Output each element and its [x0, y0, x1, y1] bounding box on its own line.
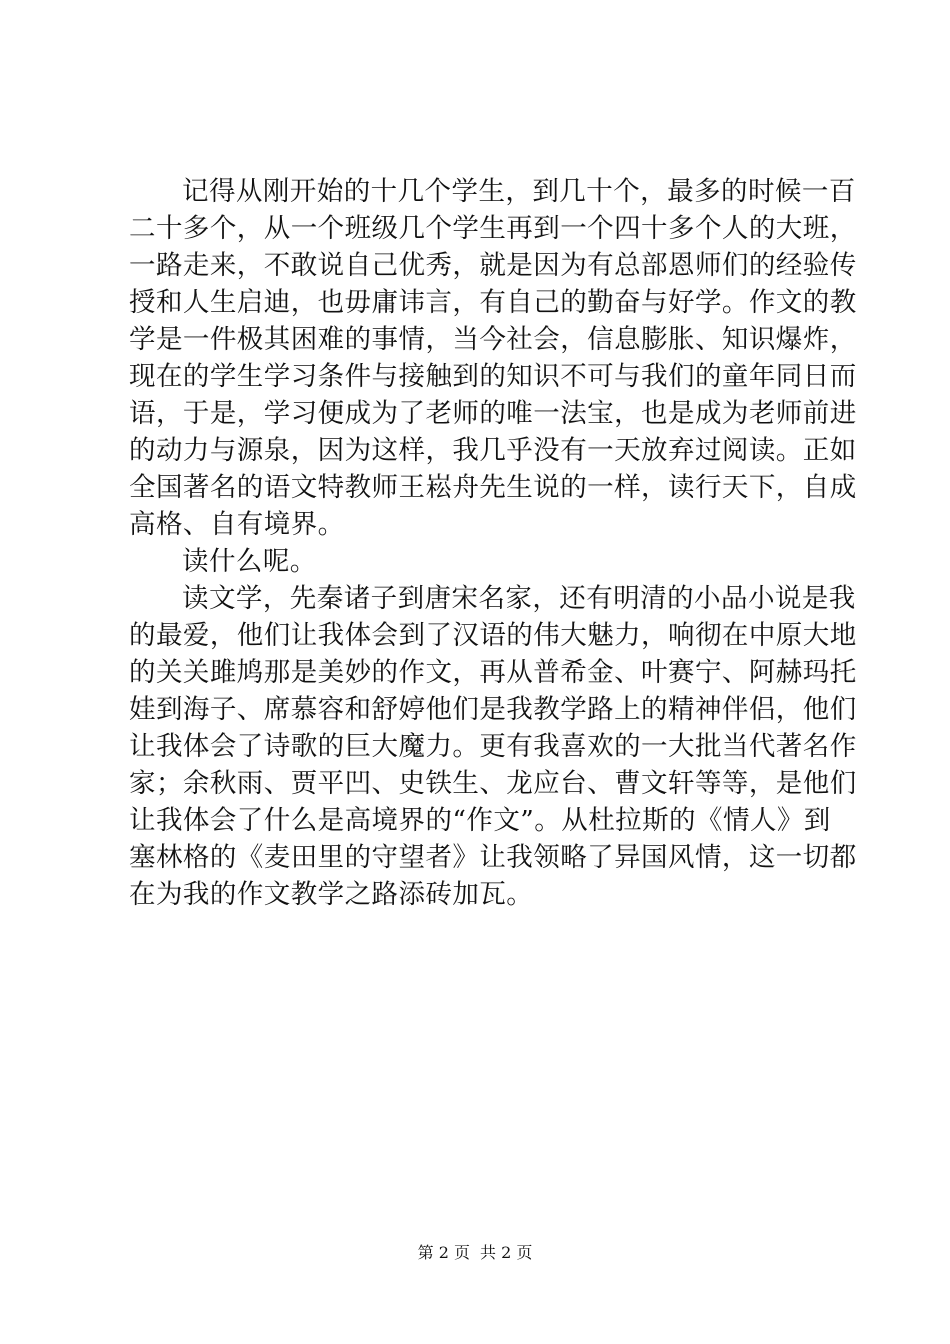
paragraph-2-line-1: 读什么呢。 [182, 546, 317, 577]
paragraph-1-line-7: 语，于是，学习便成为了老师的唯一法宝，也是成为老师前进 [129, 398, 857, 429]
paragraph-3-line-3: 的关关雎鸠那是美妙的作文，再从普希金、叶赛宁、阿赫玛托 [129, 657, 857, 688]
page-total: 共 2 页 [480, 1243, 533, 1262]
paragraph-3-line-1: 读文学，先秦诸子到唐宋名家，还有明清的小品小说是我 [182, 583, 856, 614]
paragraph-3-line-8: 塞林格的《麦田里的守望者》让我领略了异国风情，这一切都 [129, 842, 857, 873]
paragraph-1-line-5: 学是一件极其困难的事情，当今社会，信息膨胀、知识爆炸， [129, 324, 857, 355]
paragraph-3-line-9: 在为我的作文教学之路添砖加瓦。 [129, 879, 534, 910]
page-number: 第 2 页 [417, 1243, 470, 1262]
paragraph-1-line-9: 全国著名的语文特教师王崧舟先生说的一样，读行天下，自成 [129, 472, 857, 503]
paragraph-3-line-6: 家；余秋雨、贾平凹、史铁生、龙应台、曹文轩等等，是他们 [129, 768, 857, 799]
paragraph-3-line-4: 娃到海子、席慕容和舒婷他们是我教学路上的精神伴侣，他们 [129, 694, 857, 725]
paragraph-1-line-1: 记得从刚开始的十几个学生，到几十个，最多的时候一百 [182, 176, 856, 207]
paragraph-3-line-2: 的最爱，他们让我体会到了汉语的伟大魅力，响彻在中原大地 [129, 620, 857, 651]
paragraph-1-line-8: 的动力与源泉，因为这样，我几乎没有一天放弃过阅读。正如 [129, 435, 857, 466]
paragraph-1-line-4: 授和人生启迪，也毋庸讳言，有自己的勤奋与好学。作文的教 [129, 287, 857, 318]
paragraph-3-line-5: 让我体会了诗歌的巨大魔力。更有我喜欢的一大批当代著名作 [129, 731, 857, 762]
paragraph-1-line-2: 二十多个，从一个班级几个学生再到一个四十多个人的大班， [129, 213, 857, 244]
document-body [129, 173, 857, 913]
paragraph-1-line-3: 一路走来，不敢说自己优秀，就是因为有总部恩师们的经验传 [129, 250, 857, 281]
paragraph-1-line-6: 现在的学生学习条件与接触到的知识不可与我们的童年同日而 [129, 361, 857, 392]
paragraph-3-line-7: 让我体会了什么是高境界的“作文”。从杜拉斯的《情人》到 [129, 805, 831, 836]
page-footer [0, 1243, 950, 1263]
paragraph-1-line-10: 高格、自有境界。 [129, 509, 345, 540]
